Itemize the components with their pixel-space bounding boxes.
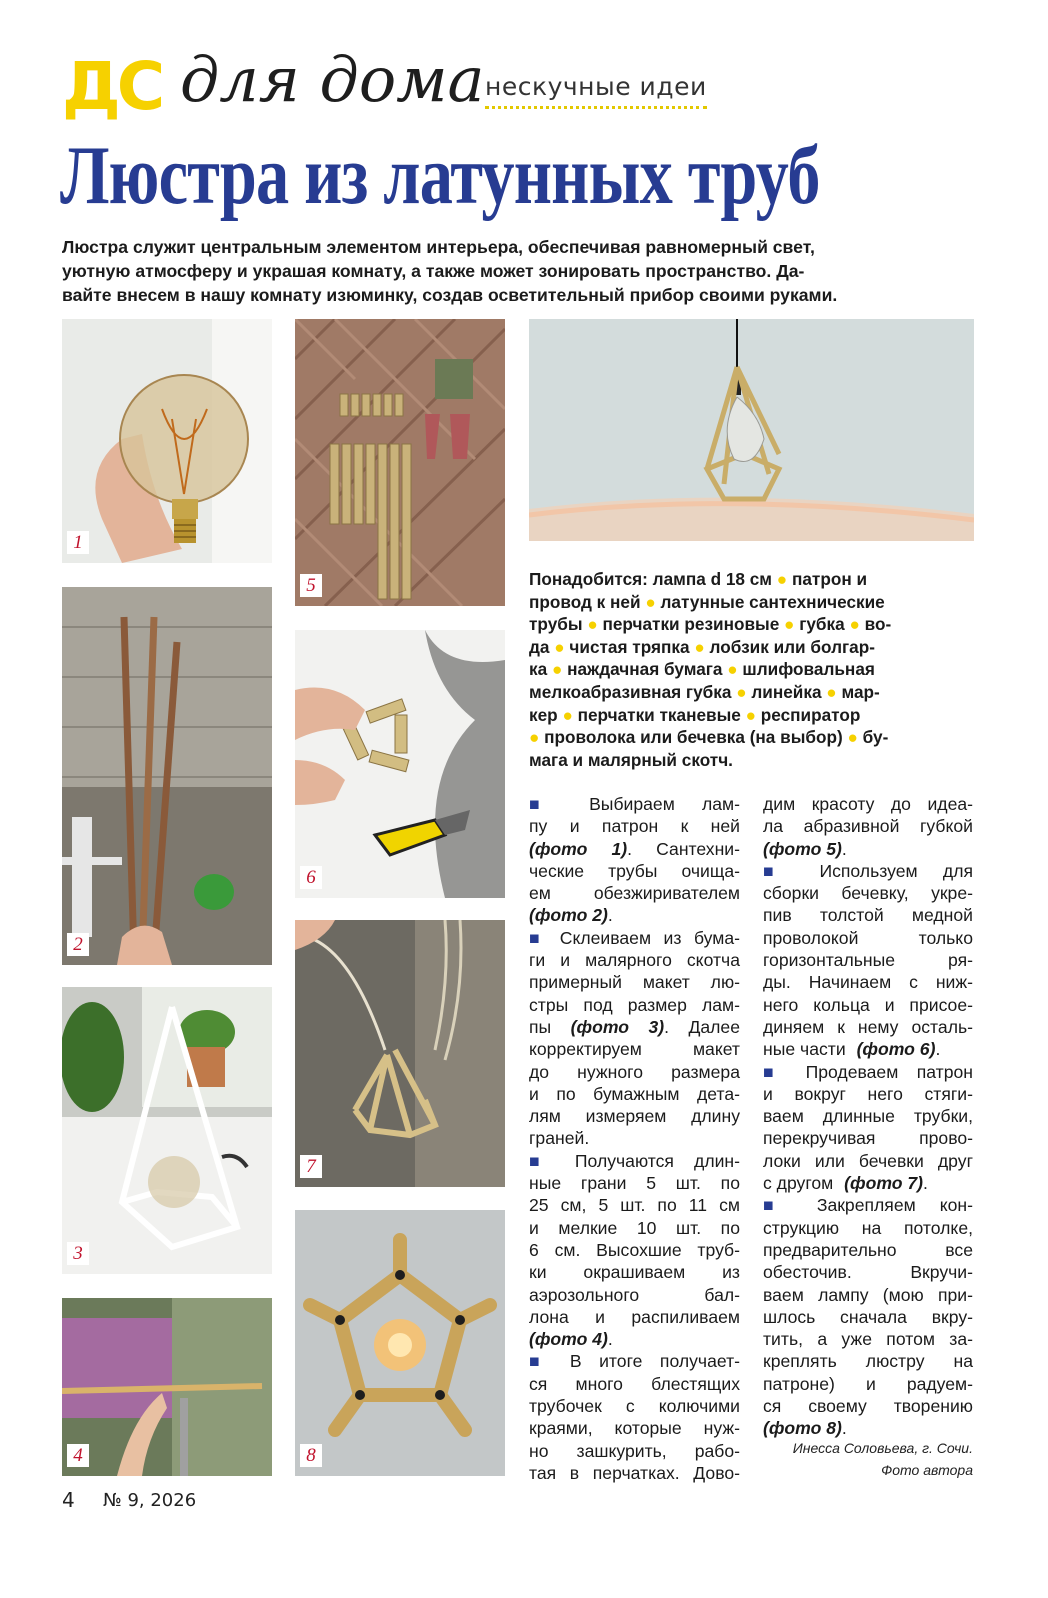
text-line [529, 1462, 740, 1484]
photo-4 [62, 1298, 272, 1476]
materials-text: мелкоабразивная губка [529, 681, 737, 702]
bullet-dot-icon: ● [736, 681, 747, 702]
materials-text: перчатки тканевые [572, 704, 746, 725]
body-text: краями, которые нуж- [529, 1418, 740, 1439]
lead-line: вайте внесем в нашу комнату изюминку, создав осветительный прибор своими руками. [62, 285, 838, 305]
materials-text: губка [794, 614, 850, 635]
body-text: обесточив. Вкручи- [763, 1262, 973, 1283]
text-line [763, 1417, 973, 1439]
materials-text: мага и малярный скотч. [529, 749, 733, 770]
photo-number: 8 [300, 1444, 322, 1467]
body-text: струкцию на потолке, [763, 1217, 973, 1238]
materials-text: патрон и [787, 569, 868, 589]
bullet-dot-icon: ● [745, 704, 756, 725]
tubes-photo-image [295, 319, 505, 606]
rubric-label: нескучные идеи [485, 72, 707, 109]
text-line [763, 1127, 973, 1149]
materials-text: лобзик или болгар- [704, 636, 875, 657]
bullet-dot-icon: ● [849, 614, 860, 635]
issue-number: № 9, 2026 [103, 1490, 197, 1511]
materials-text: Понадобится: лампа d 18 см [529, 569, 777, 589]
text-line [529, 1284, 740, 1306]
materials-text: провод к ней [529, 591, 646, 612]
body-text: . [923, 1173, 928, 1194]
body-text: ваем длинные трубки, [763, 1106, 973, 1127]
text-line [529, 1016, 740, 1038]
text-line [763, 1038, 973, 1060]
body-text: . Сантехни- [627, 838, 740, 859]
materials-text: линейка [746, 681, 827, 702]
text-line [529, 1395, 740, 1417]
body-text: и вокруг него стяги- [763, 1083, 973, 1104]
bullet-dot-icon: ● [554, 636, 565, 657]
text-line [529, 1350, 740, 1372]
body-text: Получаются длин- [554, 1150, 740, 1171]
photo-8 [295, 1210, 505, 1476]
pipes-photo-image [62, 587, 272, 965]
bullet-dot-icon: ● [727, 659, 738, 680]
text-line [763, 1105, 973, 1127]
materials-text: трубы [529, 614, 588, 635]
assembly-photo-image [295, 630, 505, 898]
photo-number: 4 [67, 1444, 89, 1467]
body-text: креплять люстру на [763, 1351, 973, 1372]
text-line [763, 1150, 973, 1172]
body-text: корректируем макет [529, 1039, 740, 1060]
body-text: Выбираем лам- [561, 794, 740, 814]
materials-line [529, 636, 974, 659]
page-number: 4 [62, 1488, 75, 1512]
text-line [763, 1373, 973, 1395]
body-text: . [841, 1418, 847, 1439]
materials-line [529, 613, 974, 636]
text-column-2 [763, 793, 973, 1440]
text-line [763, 971, 973, 993]
text-line [763, 927, 973, 949]
body-text: Используем для [794, 860, 973, 881]
square-bullet-icon: ■ [763, 860, 795, 881]
body-text: сборки бечевку, укре- [763, 883, 973, 904]
materials-text: во- [859, 614, 892, 635]
text-line [763, 1350, 973, 1372]
square-bullet-icon: ■ [529, 927, 548, 948]
body-text: В итоге получает- [552, 1351, 740, 1372]
square-bullet-icon: ■ [529, 794, 562, 814]
body-text: аэрозольного бал- [529, 1284, 740, 1305]
text-line [529, 1328, 740, 1350]
text-line [529, 994, 740, 1016]
text-line [763, 1217, 973, 1239]
text-line [529, 949, 740, 971]
body-text: ся много блестящих [529, 1373, 740, 1394]
photo-reference: (фото 3) [570, 1016, 665, 1037]
text-line [529, 1440, 740, 1462]
text-line [763, 838, 973, 860]
text-line [529, 1417, 740, 1439]
photo-number: 5 [300, 574, 322, 597]
text-line [763, 882, 973, 904]
text-line [763, 1306, 973, 1328]
photo-2 [62, 587, 272, 965]
photo-number: 3 [67, 1242, 89, 1265]
body-text: . Далее [664, 1016, 741, 1037]
materials-text: чистая тряпка [564, 636, 695, 657]
section-name: для дома [180, 43, 485, 116]
body-text: но зашкурить, рабо- [529, 1440, 740, 1461]
text-line [529, 904, 740, 926]
text-line [529, 927, 740, 949]
body-text: перекручивая прово- [763, 1128, 973, 1149]
text-line [529, 1261, 740, 1283]
photo-reference: (фото 1) [529, 838, 628, 859]
bullet-dot-icon: ● [776, 569, 788, 589]
photo-hanging-chandelier [529, 319, 974, 541]
materials-line [529, 749, 974, 772]
body-text: . [607, 905, 613, 926]
article-lead [62, 235, 975, 307]
text-line [529, 1105, 740, 1127]
text-line [763, 1194, 973, 1216]
materials-text: наждачная бумага [562, 659, 728, 680]
bullet-dot-icon: ● [562, 704, 573, 725]
bullet-dot-icon: ● [826, 681, 837, 702]
text-line [529, 882, 740, 904]
photo-7 [295, 920, 505, 1187]
body-text: до нужного размера [529, 1061, 740, 1082]
body-text: дим красоту до идеа- [763, 794, 973, 814]
bullet-dot-icon: ● [784, 614, 795, 635]
body-text: трубочек с колючими [529, 1396, 740, 1417]
lead-line: уютную атмосферу и украшая комнату, а также может зонировать пространство. Да- [62, 261, 805, 281]
materials-text: кер [529, 704, 563, 725]
photo-reference: (фото 7) [844, 1173, 924, 1194]
magazine-logo-ds: ДС [62, 48, 162, 125]
body-text: проволокой только [763, 927, 973, 948]
bullet-dot-icon: ● [587, 614, 598, 635]
body-text: ваем лампу (мою при- [763, 1284, 973, 1305]
photo-reference: (фото 4) [529, 1329, 608, 1350]
body-text: тая в перчатках. Дово- [529, 1462, 740, 1483]
bullet-dot-icon: ● [551, 659, 563, 680]
text-line [763, 994, 973, 1016]
text-line [763, 860, 973, 882]
body-text: пу и патрон к ней [529, 816, 740, 837]
body-text: граней. [529, 1128, 590, 1149]
bullet-dot-icon: ● [847, 727, 858, 748]
body-text: горизонтальные ря- [763, 950, 973, 971]
photo-number: 2 [67, 933, 89, 956]
text-line [529, 1239, 740, 1261]
text-line [529, 815, 740, 837]
chandelier-below-photo-image [295, 1210, 505, 1476]
photo-reference: (фото 6) [856, 1039, 936, 1060]
text-line [529, 793, 740, 815]
text-line [763, 1284, 973, 1306]
body-text: него кольца и присое- [763, 994, 973, 1015]
text-line [529, 1150, 740, 1172]
text-line [529, 1127, 740, 1149]
text-line [529, 1061, 740, 1083]
text-line [763, 1083, 973, 1105]
body-text: ем обезжиривателем [529, 883, 740, 904]
photo-reference: (фото 5) [763, 838, 842, 859]
article-title: Люстра из латунных труб [60, 129, 820, 222]
square-bullet-icon: ■ [763, 1195, 793, 1216]
body-text: локи или бечевки друг [763, 1150, 973, 1171]
text-line [529, 838, 740, 860]
body-text: Закрепляем кон- [792, 1195, 973, 1216]
body-text: пив толстой медной [763, 905, 973, 926]
materials-text: бу- [857, 727, 889, 748]
materials-list [529, 568, 974, 771]
body-text: тить, а уже потом за- [763, 1329, 973, 1350]
square-bullet-icon: ■ [529, 1150, 555, 1171]
bullet-dot-icon: ● [645, 591, 656, 612]
body-text: ла абразивной губкой [763, 816, 973, 837]
body-text: с другом [763, 1173, 839, 1194]
photo-3 [62, 987, 272, 1274]
body-text: пы [529, 1016, 571, 1037]
photo-reference: (фото 2) [529, 905, 608, 926]
text-line [529, 1373, 740, 1395]
frame-twine-photo-image [295, 920, 505, 1187]
body-text: лям измеряем длину [529, 1106, 740, 1127]
materials-line [529, 658, 974, 681]
square-bullet-icon: ■ [529, 1351, 553, 1372]
materials-line [529, 591, 974, 614]
body-text: . [935, 1039, 941, 1060]
photo-number: 7 [300, 1155, 322, 1178]
lead-line: Люстра служит центральным элементом интерьера, обеспечивая равномерный свет, [62, 237, 815, 257]
body-text: диняем к нему осталь- [763, 1016, 973, 1037]
text-line [529, 1172, 740, 1194]
body-text: ся своему творению [763, 1396, 973, 1417]
bulb-photo-image [62, 319, 272, 563]
body-text: 6 см. Высохшие труб- [529, 1239, 740, 1260]
materials-text: мар- [836, 681, 880, 702]
materials-line [529, 704, 974, 727]
text-line [763, 949, 973, 971]
materials-text: респиратор [756, 704, 861, 725]
body-text: . [841, 838, 847, 859]
photo-number: 6 [300, 866, 322, 889]
body-text: 25 см, 5 шт. по 11 см [529, 1195, 740, 1216]
sanding-photo-image [62, 1298, 272, 1476]
text-line [763, 793, 973, 815]
photo-number: 1 [67, 531, 89, 554]
text-line [529, 971, 740, 993]
materials-text: проволока или бечевка (на выбор) [539, 727, 848, 748]
body-text: . [607, 1329, 613, 1350]
text-line [763, 1016, 973, 1038]
materials-line [529, 726, 974, 749]
text-line [529, 1083, 740, 1105]
body-text: ды. Начинаем с ниж- [763, 972, 973, 993]
square-bullet-icon: ■ [763, 1061, 788, 1082]
body-text: патроне) и радуем- [763, 1373, 973, 1394]
author-signature: Инесса Соловьева, г. Сочи. [792, 1440, 973, 1456]
body-text: стры под размер лам- [529, 994, 740, 1015]
body-text: примерный макет лю- [529, 972, 740, 993]
photo-reference: (фото 8) [763, 1418, 842, 1439]
materials-text: латунные сантехнические [655, 591, 885, 612]
hanging-chandelier-photo-image [529, 319, 974, 541]
body-text: Продеваем патрон [787, 1061, 973, 1082]
text-line [529, 1217, 740, 1239]
text-line [529, 1306, 740, 1328]
text-line [763, 1328, 973, 1350]
body-text: предварительно все [763, 1239, 973, 1260]
body-text: ги и малярного скотча [529, 950, 740, 971]
text-line [763, 815, 973, 837]
photo-1 [62, 319, 272, 563]
body-text: шлось сначала вкру- [763, 1306, 973, 1327]
body-text: Склеиваем из бума- [547, 927, 740, 948]
text-line [763, 1261, 973, 1283]
body-text: и мелкие 10 шт. по [529, 1217, 740, 1238]
bullet-dot-icon: ● [694, 636, 705, 657]
materials-text: ка [529, 659, 552, 680]
text-line [763, 1239, 973, 1261]
body-text: лона и распиливаем [529, 1306, 740, 1327]
body-text: ки окрашиваем из [529, 1262, 740, 1283]
materials-text: да [529, 636, 555, 657]
photo-credit: Фото автора [881, 1462, 973, 1478]
materials-line [529, 681, 974, 704]
text-line [763, 1395, 973, 1417]
text-column-1 [529, 793, 740, 1484]
text-line [763, 904, 973, 926]
photo-5 [295, 319, 505, 606]
paper-model-photo-image [62, 987, 272, 1274]
body-text: ные части [763, 1039, 851, 1060]
body-text: и по бумажным дета- [529, 1083, 740, 1104]
text-line [763, 1061, 973, 1083]
bullet-dot-icon: ● [529, 727, 540, 748]
text-line [763, 1172, 973, 1194]
materials-text: перчатки резиновые [597, 614, 785, 635]
materials-line [529, 568, 974, 591]
text-line [529, 860, 740, 882]
body-text: ческие трубы очища- [529, 860, 740, 881]
body-text: ные грани 5 шт. по [529, 1173, 740, 1194]
text-line [529, 1194, 740, 1216]
text-line [529, 1038, 740, 1060]
materials-text: шлифовальная [737, 659, 875, 680]
photo-6 [295, 630, 505, 898]
